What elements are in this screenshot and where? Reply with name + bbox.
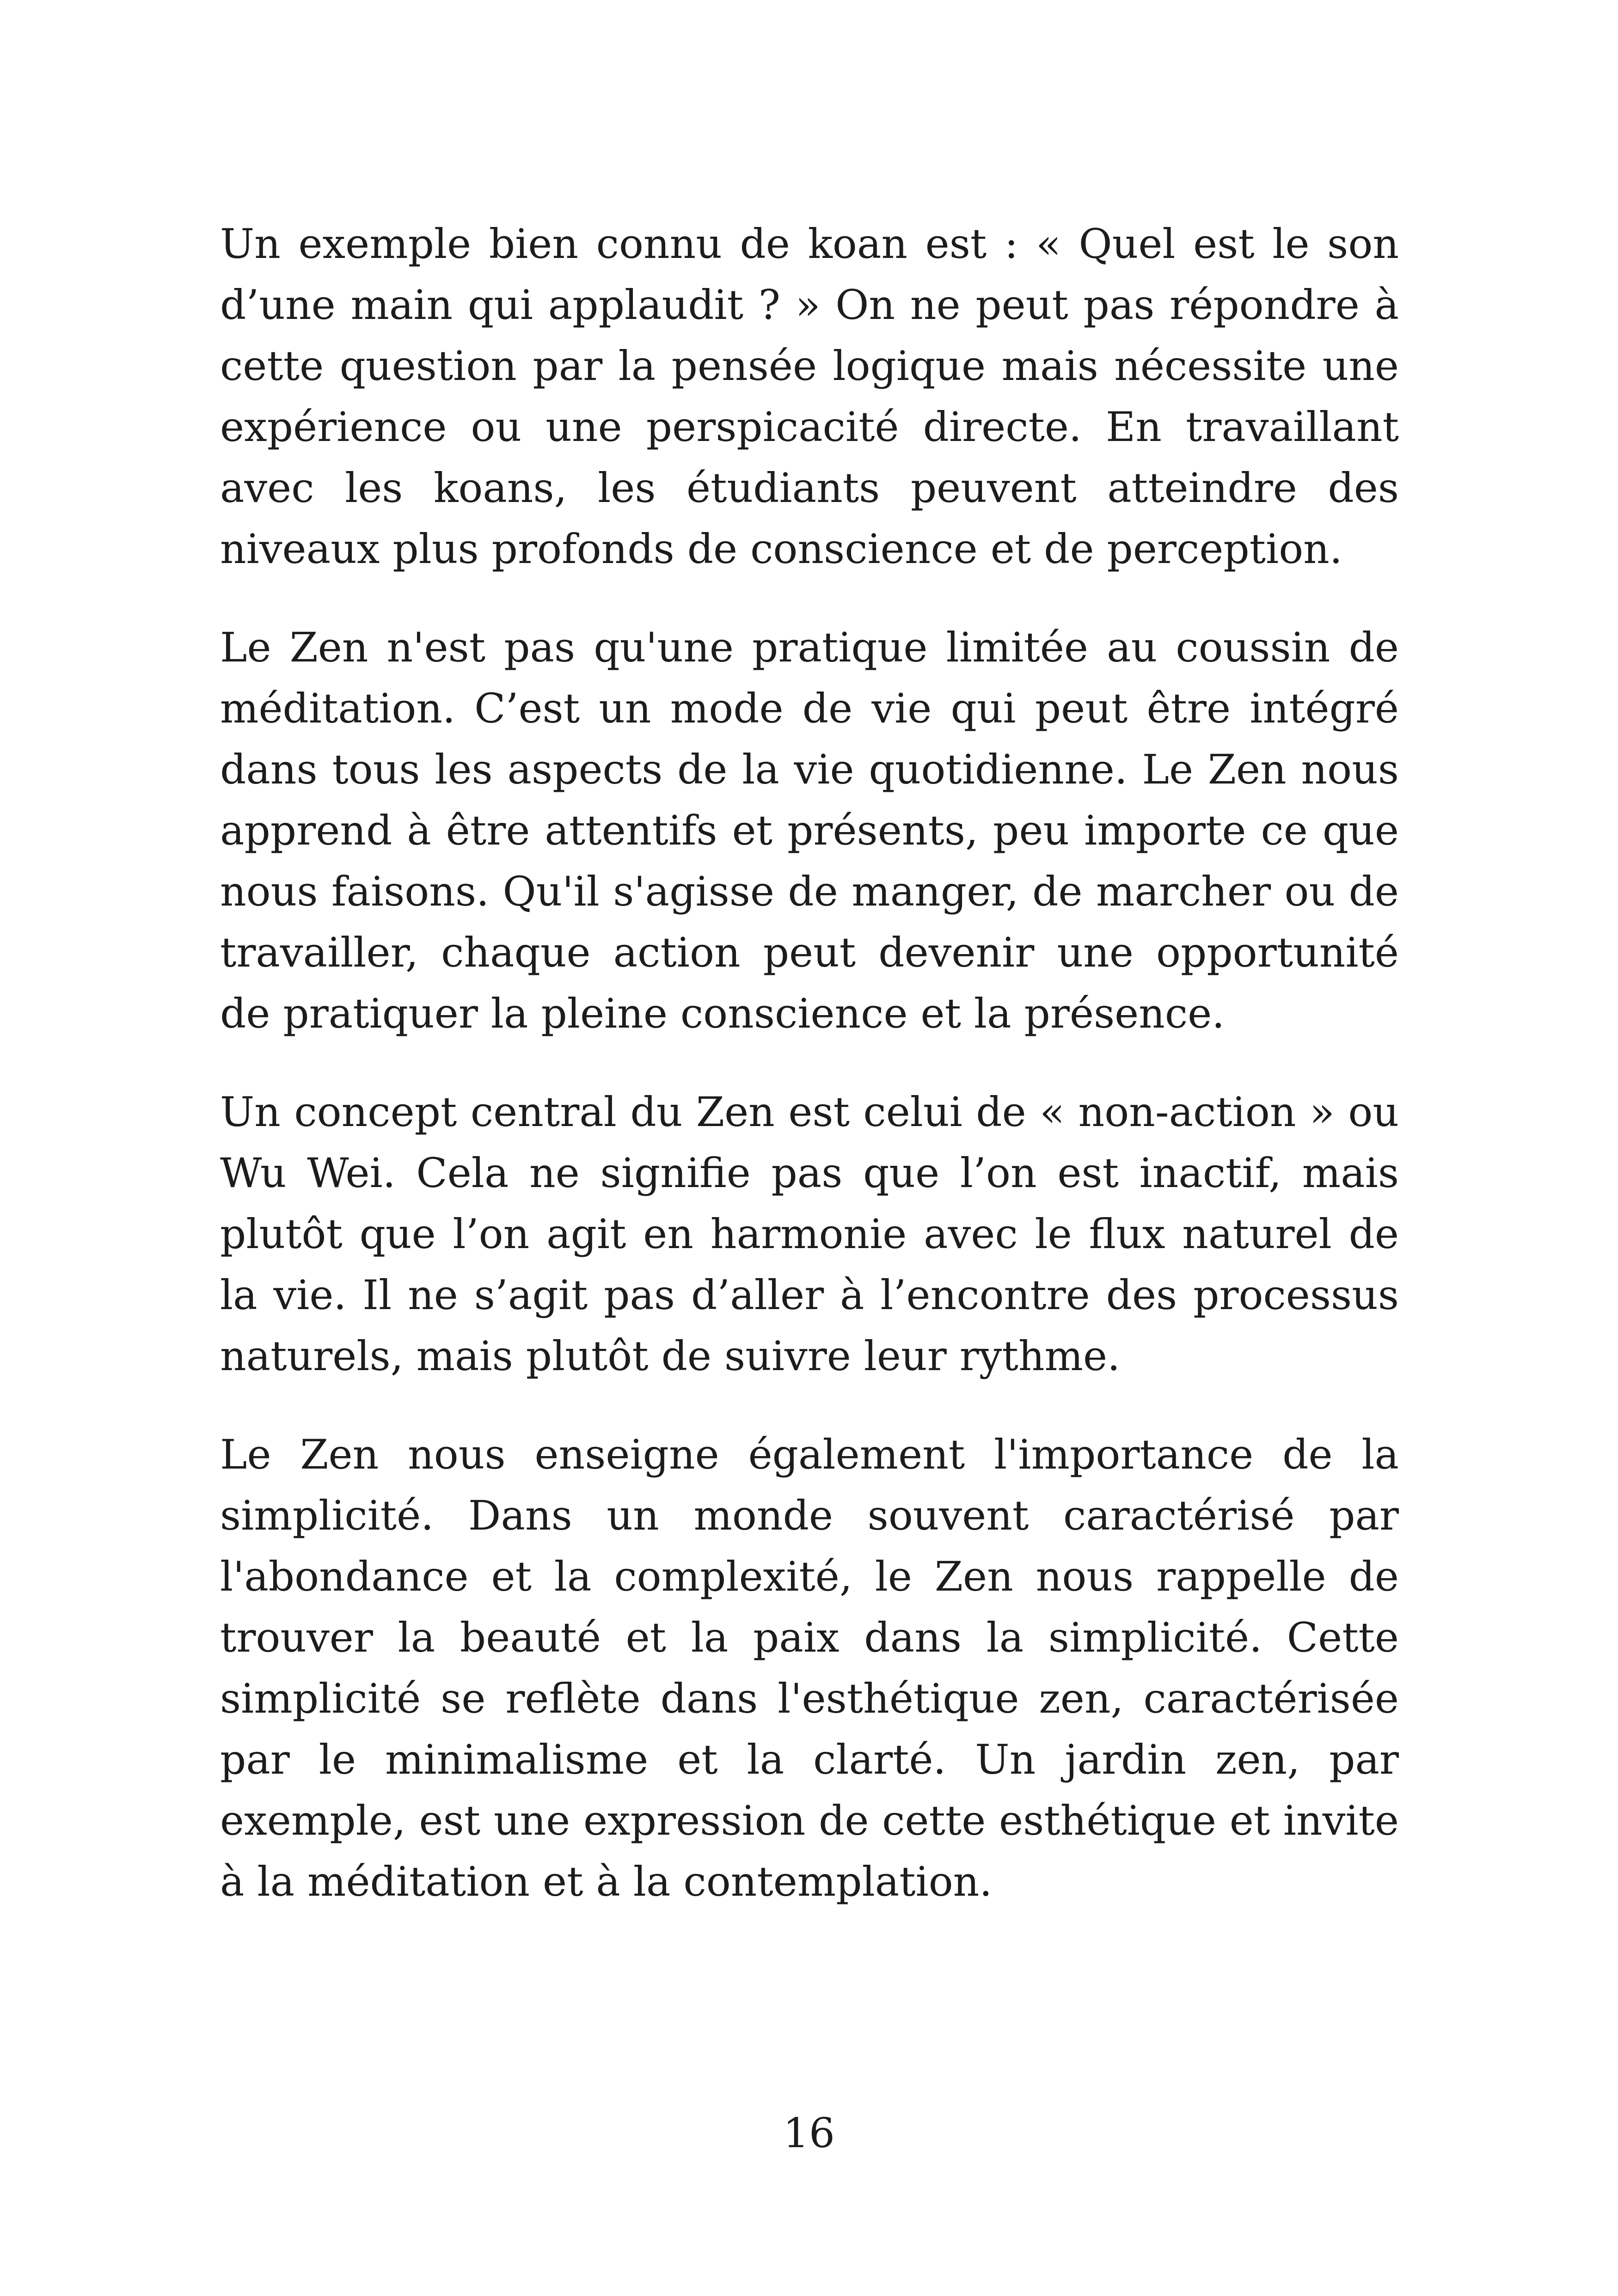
paragraph-wu-wei: Un concept central du Zen est celui de « non-action » ou Wu Wei. Cela ne signifie pas que l’on est inactif, mais plutôt que l’on agit en harmonie avec le flux naturel de la vie. Il ne s’agit pas d’aller à l’encontre des processus naturels, mais plutôt de suivre leur rythme.	[220, 1088, 1399, 1380]
paragraph-koan: Un exemple bien connu de koan est : « Quel est le son d’une main qui applaudit ? » On ne peut pas répondre à cette question par la pensée logique mais nécessite une expérience ou une perspicacité directe. En travaillant avec les koans, les étudiants peuvent atteindre des niveaux plus profonds de conscience et de perception.	[220, 220, 1399, 573]
page-number: 16	[783, 2109, 835, 2157]
body-text	[220, 214, 1399, 1950]
paragraph-way-of-life: Le Zen n'est pas qu'une pratique limitée au coussin de méditation. C’est un mode de vie qui peut être intégré dans tous les aspects de la vie quotidienne. Le Zen nous apprend à être attentifs et présents, peu importe ce que nous faisons. Qu'il s'agisse de manger, de marcher ou de travailler, chaque action peut devenir une opportunité de pratiquer la pleine conscience et la présence.	[220, 624, 1399, 1037]
paragraph-simplicity: Le Zen nous enseigne également l'importance de la simplicité. Dans un monde souvent caractérisé par l'abondance et la complexité, le Zen nous rappelle de trouver la beauté et la paix dans la simplicité. Cette simplicité se reflète dans l'esthétique zen, caractérisée par le minimalisme et la clarté. Un jardin zen, par exemple, est une expression de cette esthétique et invite à la méditation et à la contemplation.	[220, 1431, 1399, 1905]
